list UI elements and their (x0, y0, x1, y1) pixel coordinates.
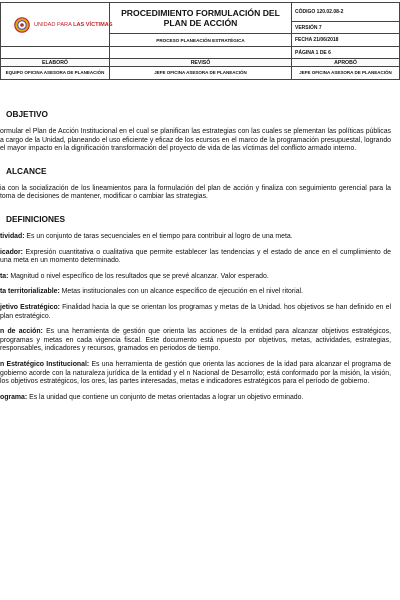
definition-item (0, 233, 400, 242)
unidad-victimas-logo (4, 17, 113, 33)
title-cell (110, 3, 292, 34)
pagina-field: PÁGINA 1 DE 6 (292, 47, 400, 59)
elaboro-header: ELABORÓ (1, 59, 110, 67)
alcance-text: ia con la socialización de los lineamientos para la formulación del plan de acción y finaliza con seguimiento gerencial para la toma de decisiones de mantener, modificar o cambiar las strategias. (0, 184, 391, 201)
definition-term: ograma: (0, 393, 28, 401)
definition-text: Finalidad hacia la que se orientan los programas y metas de la Unidad. hos objetivos se han definido en el plan estratégico. (0, 303, 391, 320)
definition-text: Es una herramienta de gestión que orienta las acciones de la idad para alcanzar el programa de gobierno acorde con la naturaleza jurídica de la entidad y el n Nacional de Desarrollo; está conformado por la misión, la visión, los objetivos estratégicos, los ores, las partes interesadas, metas e indicadores estratégicos para el período de gobierno. (0, 360, 391, 386)
seal-icon (14, 17, 30, 33)
definition-term: n Estratégico Institucional: (0, 360, 90, 368)
document-header (0, 2, 400, 80)
section-title-alcance: ALCANCE (6, 165, 47, 176)
definition-item (0, 288, 400, 297)
aprobo-header: APROBÓ (292, 59, 400, 67)
definition-term: ta territorializable: (0, 288, 60, 296)
document-title: PROCEDIMIENTO FORMULACIÓN DEL PLAN DE ACCIÓN (121, 8, 280, 28)
definition-term: ta: (0, 272, 9, 280)
fecha-field: FECHA 21/06/2018 (292, 34, 400, 47)
aprobo-value: JEFE OFICINA ASESORA DE PLANEACIÓN (292, 67, 400, 80)
objetivo-text: ormular el Plan de Acción Institucional en el cual se planifican las estrategias con las cuales se plementan las políticas públicas a cargo de la Unidad, planeando el uso eficiente y eficaz de los ecursos en el marco de la programación presupuestal, logrando el mayor impacto en la dignificación transformación del proyecto de vida de las víctimas del conflicto armado interno. (0, 128, 391, 153)
definition-text: Metas institucionales con un alcance específico de ejecución en el nivel ritorial. (59, 288, 303, 296)
definition-term: tividad: (0, 232, 25, 240)
definition-text: Expresión cuantitativa o cualitativa que permite establecer las tendencias y el estado de ance en el cumplimiento de una meta en un momento determinado. (0, 248, 391, 265)
definition-text: Es una herramienta de gestión que orienta las acciones de la entidad para alcanzar objetivos estratégicos, programas y metas en cada vigencia fiscal. Este documento está npuesto por objetivos, metas, actividades, estrategias, responsables, indicadores y recursos, gramados en periodos de tiempo. (0, 328, 391, 353)
version-field: VERSIÓN 7 (292, 22, 400, 34)
definition-term: icador: (0, 248, 23, 256)
document-body (0, 108, 400, 402)
process-name: PROCESO PLANEACIÓN ESTRATÉGICA (110, 34, 292, 47)
definition-text: Es un conjunto de taras secuenciales en el tiempo para contribuir al logro de una meta. (24, 232, 293, 240)
reviso-header: REVISÓ (110, 59, 292, 67)
section-title-definiciones: DEFINICIONES (6, 213, 66, 224)
definition-item (0, 394, 400, 403)
definition-item (0, 328, 400, 354)
logo-text-plain: UNIDAD PARA (34, 21, 74, 28)
definition-item (0, 273, 400, 282)
definition-item (0, 249, 400, 266)
logo-text-bold: LAS VÍCTIMAS (73, 21, 113, 28)
reviso-value: JEFE OFICINA ASESORA DE PLANEACIÓN (110, 67, 292, 80)
definition-item (0, 304, 400, 321)
definition-text: Magnitud o nivel específico de los resultados que se prevé alcanzar. Valor esperado. (8, 272, 269, 280)
codigo-field: CÓDIGO 120.02.08-2 (292, 3, 400, 22)
definition-item (0, 361, 400, 387)
section-title-objetivo: OBJETIVO (6, 109, 48, 119)
elaboro-value: EQUIPO OFICINA ASESORA DE PLANEACIÓN (1, 67, 110, 80)
logo-cell (1, 3, 113, 47)
definition-term: n de acción: (0, 328, 43, 336)
definition-term: jetivo Estratégico: (0, 303, 60, 311)
definition-text: Es la unidad que contiene un conjunto de metas orientadas a lograr un objetivo erminado. (27, 393, 304, 401)
